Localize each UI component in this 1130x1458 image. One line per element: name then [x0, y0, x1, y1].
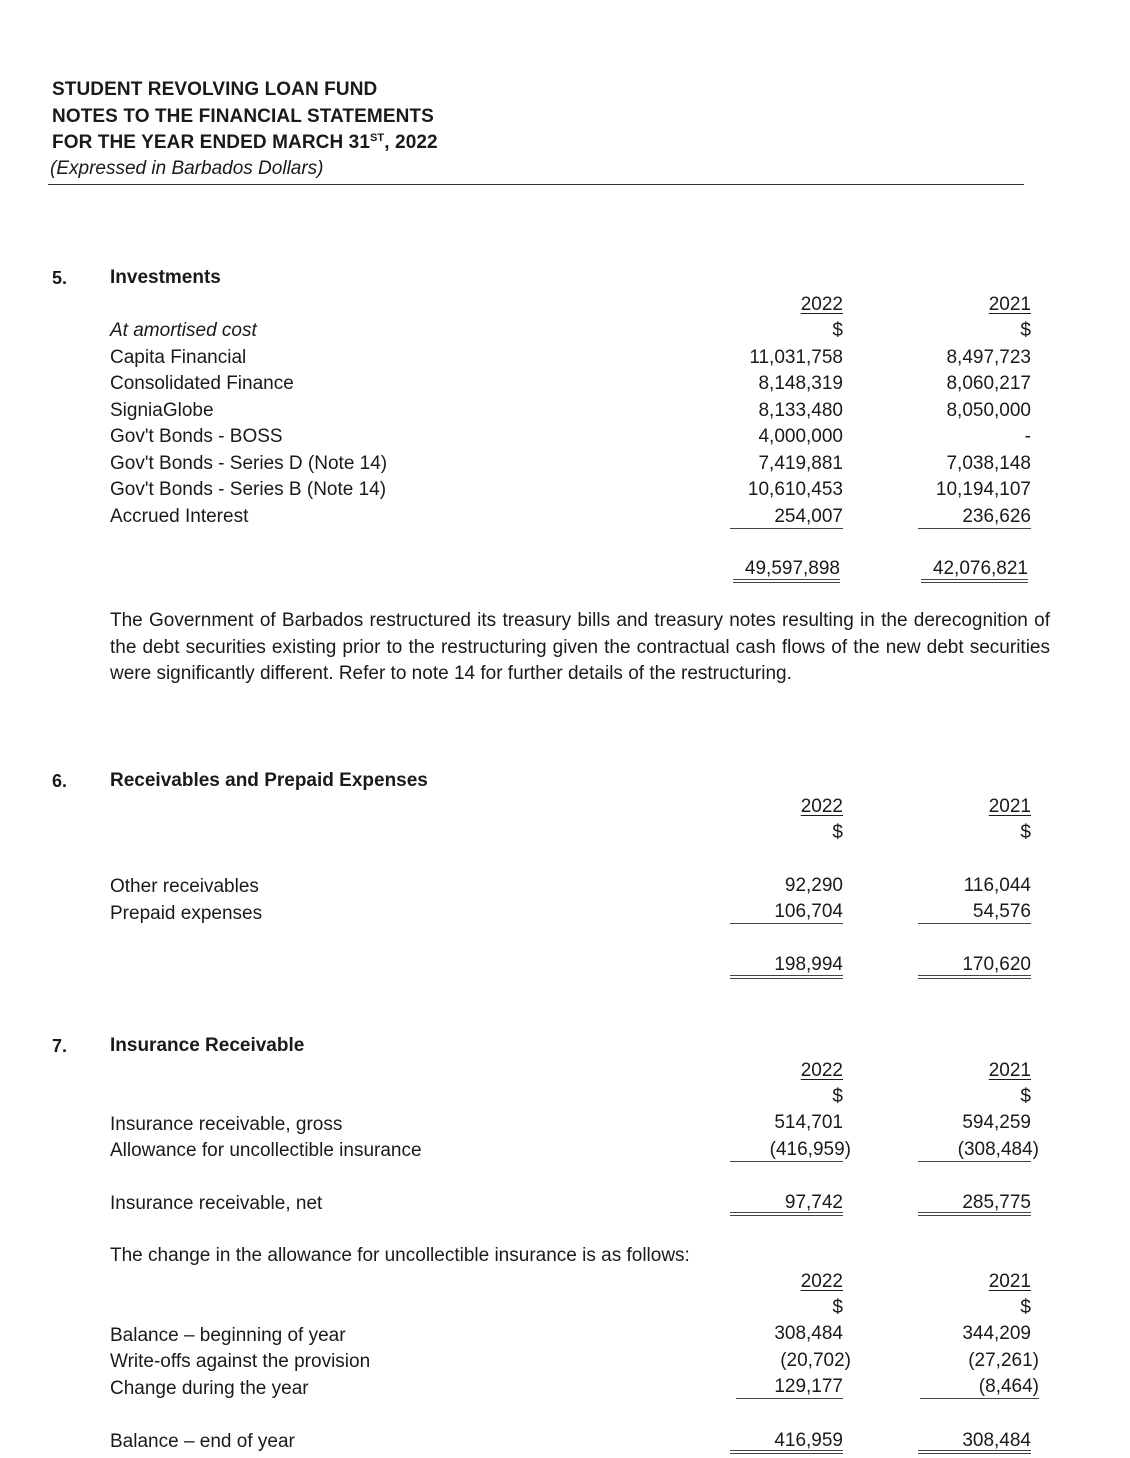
insurance-subtotal-rule-2021 [918, 1161, 1031, 1162]
investment-row-2021: - [1024, 426, 1031, 447]
insurance-year-2021: 2021 [988, 1060, 1031, 1081]
investment-row-label: Capita Financial [110, 347, 247, 368]
insurance-net-2022: 97,742 [784, 1192, 843, 1213]
receivable-row-label: Prepaid expenses [110, 903, 263, 924]
insurance-currency-2021: $ [1020, 1086, 1031, 1107]
investment-row-label: Gov't Bonds - Series D (Note 14) [110, 453, 388, 474]
investments-total-double-rule-2022 [733, 579, 840, 583]
receivables-currency-2021: $ [1020, 822, 1031, 843]
receivables-year-2021: 2021 [988, 796, 1031, 817]
investments-year-2021: 2021 [988, 294, 1031, 315]
allowance-end-2022: 416,959 [774, 1430, 843, 1451]
insurance-net-double-rule-2021 [918, 1212, 1031, 1216]
investment-row-label: Gov't Bonds - BOSS [110, 426, 283, 447]
insurance-subtotal-rule-2022 [730, 1161, 843, 1162]
allowance-subtotal-rule-2022 [736, 1398, 843, 1399]
allowance-begin-2021: 344,209 [962, 1323, 1031, 1344]
investment-row-2021: 7,038,148 [946, 453, 1031, 474]
receivables-total-double-rule-2021 [918, 975, 1031, 979]
investments-currency-2022: $ [832, 320, 843, 341]
investment-row-2021: 8,497,723 [946, 347, 1031, 368]
period-text: FOR THE YEAR ENDED MARCH 31 [52, 132, 370, 153]
period-year: , 2022 [384, 132, 438, 153]
investments-total-2022: 49,597,898 [744, 558, 840, 579]
currency-note: (Expressed in Barbados Dollars) [50, 158, 324, 179]
period-superscript: ST [370, 132, 385, 144]
insurance-allowance-2021: (308,484) [957, 1139, 1039, 1160]
investments-subtotal-rule-2022 [730, 528, 843, 529]
investments-year-2022: 2022 [800, 294, 843, 315]
receivables-currency-2022: $ [832, 822, 843, 843]
receivables-year-2022: 2022 [800, 796, 843, 817]
allowance-year-2022: 2022 [800, 1271, 843, 1292]
allowance-currency-2022: $ [832, 1297, 843, 1318]
insurance-gross-2022: 514,701 [774, 1112, 843, 1133]
insurance-allowance-label: Allowance for uncollectible insurance [110, 1140, 422, 1161]
allowance-year-2021: 2021 [988, 1271, 1031, 1292]
insurance-number: 7. [52, 1036, 68, 1056]
receivables-number: 6. [52, 771, 68, 791]
investments-number: 5. [52, 268, 68, 288]
investment-row-label: Gov't Bonds - Series B (Note 14) [110, 479, 387, 500]
investment-row-label: Consolidated Finance [110, 373, 294, 394]
insurance-gross-label: Insurance receivable, gross [110, 1114, 343, 1135]
investment-row-2022: 10,610,453 [747, 479, 843, 500]
allowance-writeoff-2021: (27,261) [968, 1350, 1039, 1371]
allowance-end-label: Balance – end of year [110, 1431, 295, 1452]
insurance-year-2022: 2022 [800, 1060, 843, 1081]
allowance-subtotal-rule-2021 [920, 1398, 1039, 1399]
restructuring-paragraph: The Government of Barbados restructured its treasury bills and treasury notes resulting in the derecognition of the debt securities existing prior to the restructuring given the contractual cash flows of the new debt securities were significantly different. Refer to note 14 for further details of the restructuring. [110, 610, 1050, 684]
allowance-change-2022: 129,177 [774, 1376, 843, 1397]
receivables-title: Receivables and Prepaid Expenses [110, 770, 428, 791]
investments-currency-2021: $ [1020, 320, 1031, 341]
receivables-subtotal-rule-2021 [918, 923, 1031, 924]
allowance-currency-2021: $ [1020, 1297, 1031, 1318]
allowance-end-double-rule-2022 [730, 1450, 843, 1454]
allowance-change-intro: The change in the allowance for uncollectible insurance is as follows: [110, 1245, 690, 1266]
investment-row-2021: 8,050,000 [946, 400, 1031, 421]
insurance-allowance-2022: (416,959) [769, 1139, 851, 1160]
investment-row-2022: 7,419,881 [758, 453, 843, 474]
investment-row-2022: 254,007 [774, 506, 843, 527]
investments-total-double-rule-2021 [921, 579, 1028, 583]
report-notes-title: NOTES TO THE FINANCIAL STATEMENTS [52, 106, 434, 127]
investment-row-2021: 8,060,217 [946, 373, 1031, 394]
allowance-begin-2022: 308,484 [774, 1323, 843, 1344]
investment-row-2021: 236,626 [962, 506, 1031, 527]
report-period-title [52, 132, 438, 154]
receivables-total-2021: 170,620 [962, 954, 1031, 975]
receivables-total-double-rule-2022 [730, 975, 843, 979]
allowance-writeoff-2022: (20,702) [780, 1350, 851, 1371]
allowance-end-double-rule-2021 [918, 1450, 1031, 1454]
allowance-end-2021: 308,484 [962, 1430, 1031, 1451]
investment-row-2022: 4,000,000 [758, 426, 843, 447]
investments-title: Investments [110, 267, 221, 288]
header-rule [48, 184, 1024, 185]
receivable-row-2022: 92,290 [784, 875, 843, 896]
receivables-total-2022: 198,994 [774, 954, 843, 975]
investment-row-2021: 10,194,107 [935, 479, 1031, 500]
investment-row-2022: 11,031,758 [749, 347, 843, 368]
receivable-row-2022: 106,704 [774, 901, 843, 922]
insurance-currency-2022: $ [832, 1086, 843, 1107]
allowance-change-2021: (8,464) [978, 1376, 1039, 1397]
investments-subtotal-rule-2021 [918, 528, 1031, 529]
insurance-net-label: Insurance receivable, net [110, 1193, 323, 1214]
insurance-net-double-rule-2022 [730, 1212, 843, 1216]
allowance-writeoff-label: Write-offs against the provision [110, 1351, 371, 1372]
investments-total-2021: 42,076,821 [932, 558, 1028, 579]
investments-subheading: At amortised cost [110, 320, 257, 341]
allowance-change-label: Change during the year [110, 1378, 309, 1399]
investment-row-label: SigniaGlobe [110, 400, 214, 421]
investment-row-2022: 8,133,480 [758, 400, 843, 421]
insurance-net-2021: 285,775 [962, 1192, 1031, 1213]
allowance-begin-label: Balance – beginning of year [110, 1325, 346, 1346]
investment-row-label: Accrued Interest [110, 506, 249, 527]
investment-row-2022: 8,148,319 [758, 373, 843, 394]
report-entity-title: STUDENT REVOLVING LOAN FUND [52, 79, 378, 100]
insurance-title: Insurance Receivable [110, 1035, 305, 1056]
insurance-gross-2021: 594,259 [962, 1112, 1031, 1133]
receivable-row-2021: 116,044 [963, 875, 1031, 896]
receivable-row-2021: 54,576 [972, 901, 1031, 922]
receivables-subtotal-rule-2022 [730, 923, 843, 924]
receivable-row-label: Other receivables [110, 876, 259, 897]
